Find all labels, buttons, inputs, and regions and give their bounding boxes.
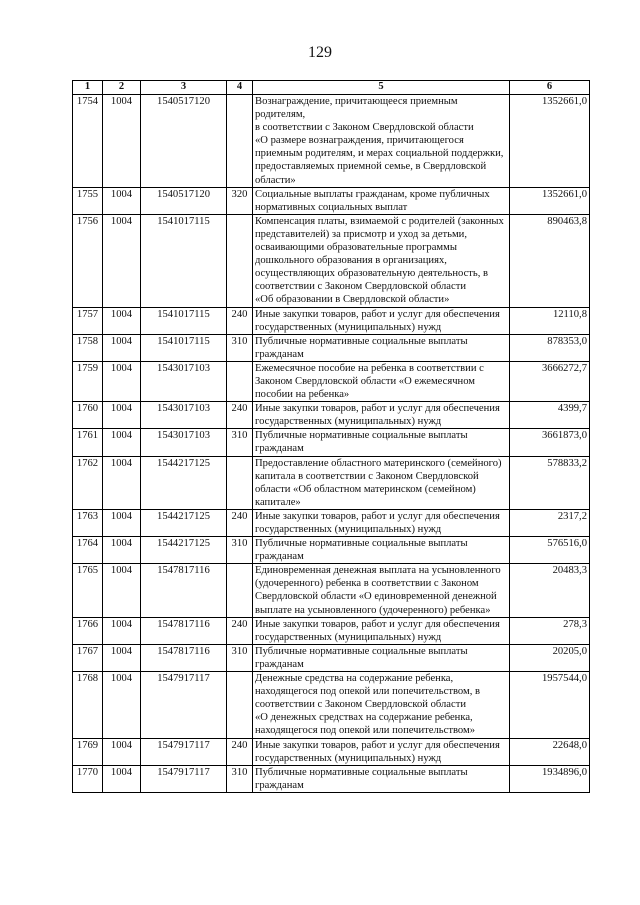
row-number-cell: 1762 [73, 456, 103, 509]
section-code-cell: 1004 [103, 361, 141, 401]
description-cell: Единовременная денежная выплата на усыновленного (удочеренного) ребенка в соответствии с Законом Свердловской области «О единовременной денежной выплате на усыновленного (удочеренного) ребенка» [253, 564, 510, 617]
expense-type-code-cell: 310 [227, 334, 253, 361]
section-code-cell: 1004 [103, 564, 141, 617]
table-row [73, 402, 590, 429]
amount-cell: 576516,0 [510, 537, 590, 564]
expense-type-code-cell [227, 95, 253, 188]
target-item-code-cell: 1547917117 [141, 738, 227, 765]
header-col-1: 1 [73, 81, 103, 95]
expense-type-code-cell [227, 672, 253, 738]
target-item-code-cell: 1547817116 [141, 644, 227, 671]
expense-type-code-cell: 310 [227, 644, 253, 671]
section-code-cell: 1004 [103, 537, 141, 564]
section-code-cell: 1004 [103, 738, 141, 765]
table-row [73, 765, 590, 792]
description-cell: Иные закупки товаров, работ и услуг для обеспечения государственных (муниципальных) нужд [253, 307, 510, 334]
amount-cell: 1352661,0 [510, 187, 590, 214]
description-cell: Иные закупки товаров, работ и услуг для обеспечения государственных (муниципальных) нужд [253, 509, 510, 536]
amount-cell: 4399,7 [510, 402, 590, 429]
row-number-cell: 1769 [73, 738, 103, 765]
row-number-cell: 1758 [73, 334, 103, 361]
table-row [73, 429, 590, 456]
amount-cell: 1934896,0 [510, 765, 590, 792]
amount-cell: 2317,2 [510, 509, 590, 536]
expense-type-code-cell [227, 361, 253, 401]
description-cell: Иные закупки товаров, работ и услуг для обеспечения государственных (муниципальных) нужд [253, 617, 510, 644]
target-item-code-cell: 1540517120 [141, 95, 227, 188]
amount-cell: 278,3 [510, 617, 590, 644]
target-item-code-cell: 1547917117 [141, 765, 227, 792]
description-cell: Ежемесячное пособие на ребенка в соответствии с Законом Свердловской области «О ежемесячном пособии на ребенка» [253, 361, 510, 401]
section-code-cell: 1004 [103, 95, 141, 188]
budget-table [72, 80, 590, 793]
expense-type-code-cell [227, 214, 253, 307]
row-number-cell: 1754 [73, 95, 103, 188]
amount-cell: 20483,3 [510, 564, 590, 617]
section-code-cell: 1004 [103, 509, 141, 536]
row-number-cell: 1765 [73, 564, 103, 617]
section-code-cell: 1004 [103, 672, 141, 738]
row-number-cell: 1767 [73, 644, 103, 671]
target-item-code-cell: 1541017115 [141, 334, 227, 361]
description-cell: Публичные нормативные социальные выплаты гражданам [253, 334, 510, 361]
table-row [73, 564, 590, 617]
target-item-code-cell: 1543017103 [141, 429, 227, 456]
expense-type-code-cell: 310 [227, 765, 253, 792]
section-code-cell: 1004 [103, 402, 141, 429]
amount-cell: 578833,2 [510, 456, 590, 509]
description-cell: Компенсация платы, взимаемой с родителей (законных представителей) за присмотр и уход за детьми, осваивающими образовательные программы дошкольного образования в организациях, осуществляющих образовательную деятельность, в соответствии с Законом Свердловской области «Об образовании в Свердловской области» [253, 214, 510, 307]
header-col-3: 3 [141, 81, 227, 95]
header-col-2: 2 [103, 81, 141, 95]
expense-type-code-cell: 240 [227, 738, 253, 765]
amount-cell: 1352661,0 [510, 95, 590, 188]
description-cell: Иные закупки товаров, работ и услуг для обеспечения государственных (муниципальных) нужд [253, 402, 510, 429]
target-item-code-cell: 1540517120 [141, 187, 227, 214]
section-code-cell: 1004 [103, 644, 141, 671]
table-row [73, 738, 590, 765]
description-cell: Вознаграждение, причитающееся приемным родителям, в соответствии с Законом Свердловской области «О размере вознаграждения, причитающегося приемным родителям, и мерах социальной поддержки, предоставляемых приемной семье, в Свердловской области» [253, 95, 510, 188]
page-number: 129 [308, 44, 332, 61]
row-number-cell: 1755 [73, 187, 103, 214]
expense-type-code-cell [227, 564, 253, 617]
row-number-cell: 1757 [73, 307, 103, 334]
header-col-5: 5 [253, 81, 510, 95]
expense-type-code-cell: 240 [227, 307, 253, 334]
target-item-code-cell: 1543017103 [141, 361, 227, 401]
row-number-cell: 1761 [73, 429, 103, 456]
section-code-cell: 1004 [103, 765, 141, 792]
target-item-code-cell: 1547817116 [141, 617, 227, 644]
amount-cell: 20205,0 [510, 644, 590, 671]
expense-type-code-cell [227, 456, 253, 509]
amount-cell: 878353,0 [510, 334, 590, 361]
description-cell: Денежные средства на содержание ребенка, находящегося под опекой или попечительством, в соответствии с Законом Свердловской области «О денежных средствах на содержание ребенка, находящегося под опекой или попечительством» [253, 672, 510, 738]
section-code-cell: 1004 [103, 429, 141, 456]
table-row [73, 509, 590, 536]
expense-type-code-cell: 310 [227, 537, 253, 564]
table-row [73, 307, 590, 334]
amount-cell: 12110,8 [510, 307, 590, 334]
description-cell: Иные закупки товаров, работ и услуг для обеспечения государственных (муниципальных) нужд [253, 738, 510, 765]
amount-cell: 3666272,7 [510, 361, 590, 401]
description-cell: Предоставление областного материнского (семейного) капитала в соответствии с Законом Свердловской области «Об областном материнском (семейном) капитале» [253, 456, 510, 509]
expense-type-code-cell: 240 [227, 509, 253, 536]
row-number-cell: 1759 [73, 361, 103, 401]
expense-type-code-cell: 320 [227, 187, 253, 214]
target-item-code-cell: 1544217125 [141, 537, 227, 564]
header-row [73, 81, 590, 95]
expense-type-code-cell: 310 [227, 429, 253, 456]
row-number-cell: 1766 [73, 617, 103, 644]
table-row [73, 361, 590, 401]
description-cell: Публичные нормативные социальные выплаты гражданам [253, 644, 510, 671]
description-cell: Публичные нормативные социальные выплаты гражданам [253, 429, 510, 456]
table-row [73, 456, 590, 509]
description-cell: Социальные выплаты гражданам, кроме публичных нормативных социальных выплат [253, 187, 510, 214]
expense-type-code-cell: 240 [227, 617, 253, 644]
section-code-cell: 1004 [103, 187, 141, 214]
table-row [73, 334, 590, 361]
table-row [73, 95, 590, 188]
expense-type-code-cell: 240 [227, 402, 253, 429]
target-item-code-cell: 1544217125 [141, 456, 227, 509]
table-row [73, 187, 590, 214]
target-item-code-cell: 1541017115 [141, 214, 227, 307]
description-cell: Публичные нормативные социальные выплаты гражданам [253, 537, 510, 564]
table-row [73, 537, 590, 564]
header-col-4: 4 [227, 81, 253, 95]
table-row [73, 672, 590, 738]
row-number-cell: 1764 [73, 537, 103, 564]
row-number-cell: 1770 [73, 765, 103, 792]
amount-cell: 22648,0 [510, 738, 590, 765]
target-item-code-cell: 1547917117 [141, 672, 227, 738]
amount-cell: 3661873,0 [510, 429, 590, 456]
target-item-code-cell: 1541017115 [141, 307, 227, 334]
target-item-code-cell: 1544217125 [141, 509, 227, 536]
table-row [73, 644, 590, 671]
amount-cell: 1957544,0 [510, 672, 590, 738]
section-code-cell: 1004 [103, 456, 141, 509]
section-code-cell: 1004 [103, 307, 141, 334]
section-code-cell: 1004 [103, 334, 141, 361]
table-row [73, 617, 590, 644]
row-number-cell: 1763 [73, 509, 103, 536]
amount-cell: 890463,8 [510, 214, 590, 307]
target-item-code-cell: 1547817116 [141, 564, 227, 617]
section-code-cell: 1004 [103, 617, 141, 644]
table-body [73, 95, 590, 793]
target-item-code-cell: 1543017103 [141, 402, 227, 429]
row-number-cell: 1756 [73, 214, 103, 307]
table-row [73, 214, 590, 307]
section-code-cell: 1004 [103, 214, 141, 307]
row-number-cell: 1760 [73, 402, 103, 429]
description-cell: Публичные нормативные социальные выплаты гражданам [253, 765, 510, 792]
header-col-6: 6 [510, 81, 590, 95]
row-number-cell: 1768 [73, 672, 103, 738]
